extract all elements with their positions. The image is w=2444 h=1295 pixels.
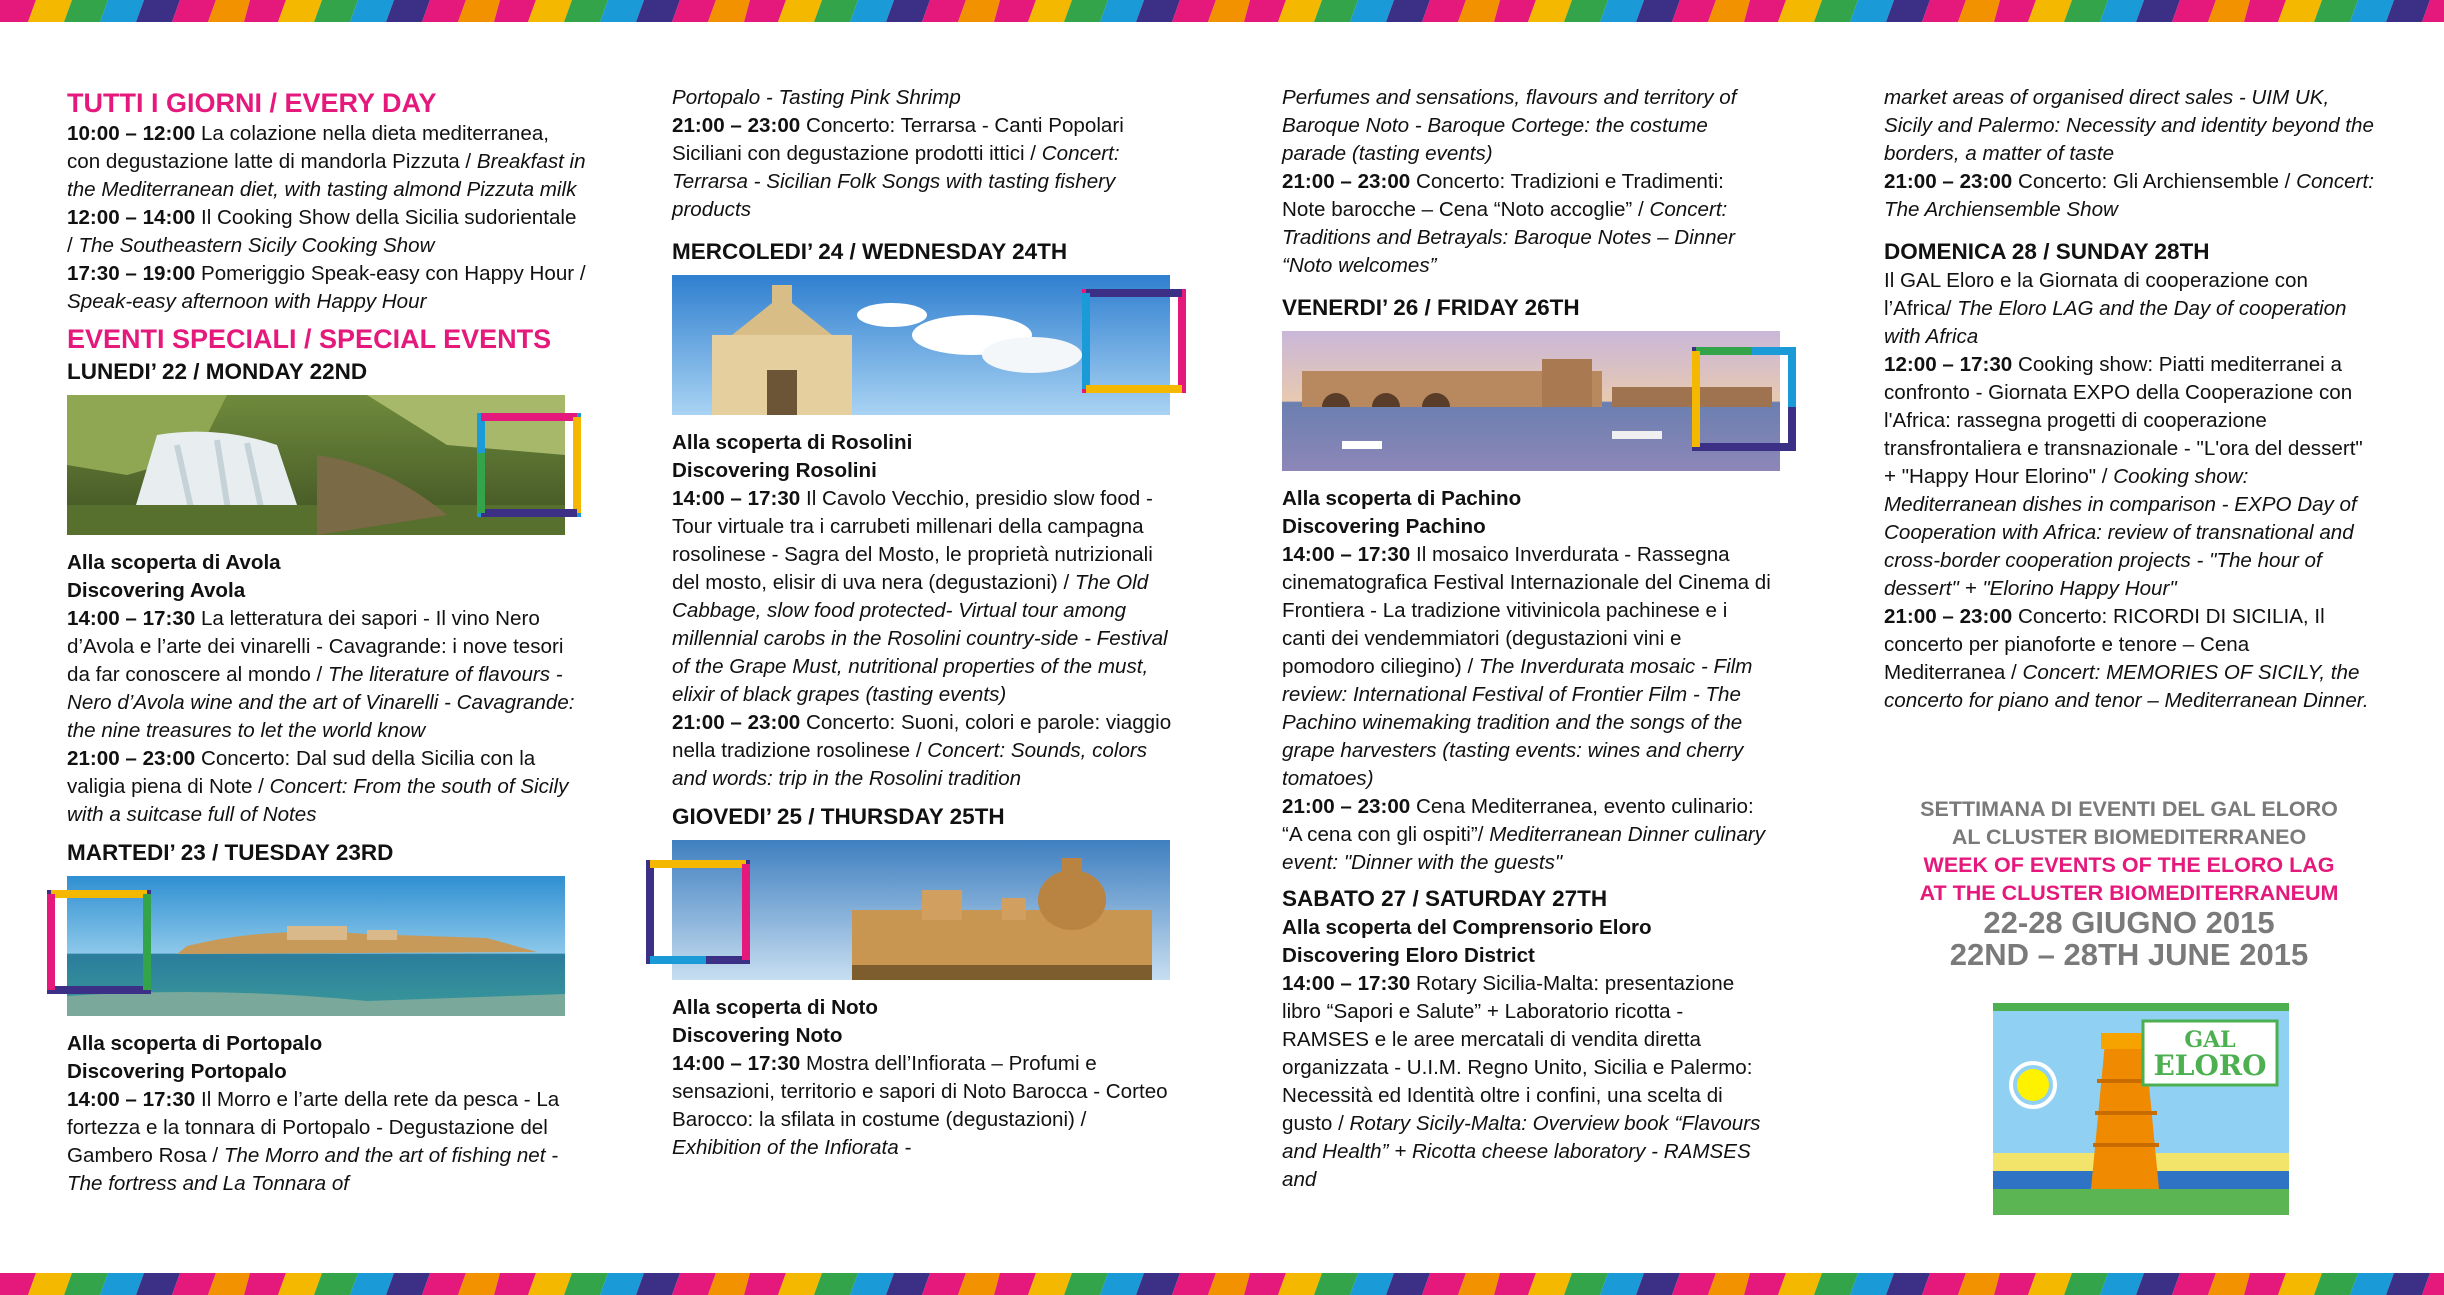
event-entry: 21:00 – 23:00 Concerto: Gli Archiensemble / Concert: The Archiensemble Show bbox=[1884, 170, 2374, 221]
event-entry: 10:00 – 12:00 La colazione nella dieta mediterranea, con degustazione latte di mandorla Pizzuta / Breakfast in the Mediterranean diet, with tasting almond Pizzuta milk bbox=[67, 122, 586, 201]
eloro-subtitle-it: Alla scoperta del Comprensorio Eloro bbox=[1282, 916, 1652, 939]
thursday-heading: GIOVEDI’ 25 / THURSDAY 25TH bbox=[672, 804, 1005, 829]
event-entry: 21:00 – 23:00 Cena Mediterranea, evento culinario: “A cena con gli ospiti”/ Mediterranean Dinner culinary event: "Dinner with the guests" bbox=[1282, 795, 1766, 874]
color-frame-icon bbox=[477, 413, 581, 517]
avola-subtitle-it: Alla scoperta di Avola bbox=[67, 551, 281, 574]
pachino-photo bbox=[1282, 331, 1772, 471]
event-entry: 14:00 – 17:30 Il Morro e l’arte della rete da pesca - La fortezza e la tonnara di Portopalo - Degustazione del Gambero Rosa / The Morro and the art of fishing net - The fortress and La Tonnara of bbox=[67, 1088, 560, 1195]
event-entry: 12:00 – 17:30 Cooking show: Piatti mediterranei a confronto - Giornata EXPO della Cooperazione con l'Africa: rassegna progetti di cooperazione transfrontaliera e transnazionale - "L'ora del dessert" + "Happy Hour Elorino" / Cooking show: Mediterranean dishes in comparison - EXPO Day of Cooperation with Africa: review of transnational and cross-border cooperation projects - "The hour of dessert" + "Elorino Happy Hour" bbox=[1884, 353, 2363, 600]
sunday-heading: DOMENICA 28 / SUNDAY 28TH bbox=[1884, 239, 2210, 264]
avola-photo bbox=[67, 395, 587, 535]
rosolini-subtitle-en: Discovering Rosolini bbox=[672, 459, 877, 482]
tuesday-heading: MARTEDI’ 23 / TUESDAY 23RD bbox=[67, 840, 394, 865]
event-entry: 14:00 – 17:30 Il mosaico Inverdurata - Rassegna cinematografica Festival Internazionale del Cinema di Frontiera - La tradizione vitivinicola pachinese e i canti dei vendemmiatori (degustazioni vini e pomodoro ciliegino) / The Inverdurata mosaic - Film review: International Festival of Frontier Film - The Pachino winemaking tradition and the songs of the grape harvesters (tasting events: wines and cherry tomatoes) bbox=[1282, 543, 1771, 790]
color-frame-icon bbox=[1082, 289, 1186, 393]
saturday-heading: SABATO 27 / SATURDAY 27TH bbox=[1282, 886, 1608, 911]
event-entry: 14:00 – 17:30 La letteratura dei sapori - Il vino Nero d’Avola e l’arte dei vinarelli - Cavagrande: i nove tesori da far conoscere al mondo / The literature of flavours - Nero d’Avola wine and the art of Vinarelli - Cavagrande: the nine treasures to let the world know bbox=[67, 607, 575, 742]
eloro-subtitle-en: Discovering Eloro District bbox=[1282, 944, 1535, 967]
event-entry: 21:00 – 23:00 Concerto: Dal sud della Sicilia con la valigia piena di Note / Concert: From the south of Sicily with a suitcase full of Notes bbox=[67, 747, 569, 826]
closing-line-en-1: WEEK OF EVENTS OF THE ELORO LAG bbox=[1923, 853, 2335, 877]
color-frame-icon bbox=[646, 860, 750, 964]
pachino-subtitle-it: Alla scoperta di Pachino bbox=[1282, 487, 1522, 510]
color-frame-icon bbox=[47, 890, 151, 994]
event-entry: 21:00 – 23:00 Concerto: Terrarsa - Canti Popolari Siciliani con degustazione prodotti ittici / Concert: Terrarsa - Sicilian Folk Songs with tasting fishery products bbox=[672, 114, 1124, 221]
date-range-it: 22-28 GIUGNO 2015 bbox=[1983, 905, 2275, 940]
gal-eloro-logo bbox=[1993, 1003, 2289, 1215]
event-entry: 21:00 – 23:00 Concerto: Tradizioni e Tradimenti: Note barocche – Cena “Noto accoglie” / Concert: Traditions and Betrayals: Baroque Notes – Dinner “Noto welcomes” bbox=[1282, 170, 1735, 277]
event-entry-continued: Portopalo - Tasting Pink Shrimp bbox=[672, 86, 961, 109]
closing-title-block bbox=[1884, 795, 2374, 971]
avola-subtitle-en: Discovering Avola bbox=[67, 579, 246, 602]
logo-eloro-text: ELORO bbox=[2153, 1049, 2267, 1082]
noto-subtitle-it: Alla scoperta di Noto bbox=[672, 996, 878, 1019]
pachino-subtitle-en: Discovering Pachino bbox=[1282, 515, 1486, 538]
event-entry: 14:00 – 17:30 Rotary Sicilia-Malta: presentazione libro “Sapori e Salute” + Laboratorio ricotta - RAMSES e le aree mercatali di vendita diretta organizzata - U.I.M. Regno Unito, Sicilia e Palermo: Necessità ed Identità oltre i confini, una scelta di gusto / Rotary Sicily-Malta: Overview book “Flavours and Health” + Ricotta cheese laboratory - RAMSES and bbox=[1282, 972, 1761, 1191]
friday-heading: VENERDI’ 26 / FRIDAY 26TH bbox=[1282, 295, 1580, 320]
rosolini-subtitle-it: Alla scoperta di Rosolini bbox=[672, 431, 913, 454]
logo-gal-text: GAL bbox=[2184, 1027, 2236, 1053]
event-entry-continued: market areas of organised direct sales - UIM UK, Sicily and Palermo: Necessity and identity beyond the borders, a matter of taste bbox=[1884, 86, 2374, 165]
event-entry: 14:00 – 17:30 Mostra dell’Infiorata – Profumi e sensazioni, territorio e sapori di Noto Barocca - Corteo Barocco: la sfilata in costume (degustazioni) / Exhibition of the Infiorata - bbox=[672, 1052, 1168, 1159]
event-entry: 17:30 – 19:00 Pomeriggio Speak-easy con Happy Hour / Speak-easy afternoon with Happy Hour bbox=[67, 262, 586, 313]
sunday-intro: Il GAL Eloro e la Giornata di cooperazione con l’Africa/ The Eloro LAG and the Day of cooperation with Africa bbox=[1884, 269, 2347, 348]
noto-subtitle-en: Discovering Noto bbox=[672, 1024, 843, 1047]
date-range-en: 22ND – 28TH JUNE 2015 bbox=[1949, 937, 2309, 972]
event-entry: 12:00 – 14:00 Il Cooking Show della Sicilia sudorientale / The Southeastern Sicily Cooking Show bbox=[67, 206, 577, 257]
every-day-heading: TUTTI I GIORNI / EVERY DAY bbox=[67, 88, 437, 118]
portopalo-subtitle-en: Discovering Portopalo bbox=[67, 1060, 287, 1083]
column-1 bbox=[67, 84, 587, 1198]
column-4 bbox=[1884, 84, 2374, 715]
closing-line-it-2: AL CLUSTER BIOMEDITERRANEO bbox=[1951, 825, 2307, 849]
event-entry: 21:00 – 23:00 Concerto: Suoni, colori e parole: viaggio nella tradizione rosolinese / Concert: Sounds, colors and words: trip in the Rosolini tradition bbox=[672, 711, 1172, 790]
event-entry: 14:00 – 17:30 Il Cavolo Vecchio, presidio slow food - Tour virtuale tra i carrubeti millenari della campagna rosolinese - Sagra del Mosto, le proprietà nutrizionali del mosto, elisir di uva nera (degustazioni) / The Old Cabbage, slow food protected- Virtual tour among millennial carobs in the Rosolini country-side - Festival of the Grape Must, nutritional properties of the must, elixir of black grapes (tasting events) bbox=[672, 487, 1168, 706]
portopalo-subtitle-it: Alla scoperta di Portopalo bbox=[67, 1032, 323, 1055]
event-entry: 21:00 – 23:00 Concerto: RICORDI DI SICILIA, Il concerto per pianoforte e tenore – Cena Mediterranea / Concert: MEMORIES OF SICILY, the concerto for piano and tenor – Mediterranean Dinner. bbox=[1884, 605, 2369, 712]
column-2 bbox=[672, 84, 1172, 1162]
bottom-color-stripe bbox=[0, 1273, 2444, 1295]
column-3 bbox=[1282, 84, 1772, 1194]
top-color-stripe bbox=[0, 0, 2444, 22]
portopalo-photo bbox=[67, 876, 587, 1016]
event-entry-continued: Perfumes and sensations, flavours and territory of Baroque Noto - Baroque Cortege: the costume parade (tasting events) bbox=[1282, 86, 1737, 165]
rosolini-photo bbox=[672, 275, 1172, 415]
closing-line-it-1: SETTIMANA DI EVENTI DEL GAL ELORO bbox=[1920, 797, 2338, 821]
special-events-heading: EVENTI SPECIALI / SPECIAL EVENTS bbox=[67, 324, 552, 354]
monday-heading: LUNEDI’ 22 / MONDAY 22ND bbox=[67, 359, 368, 384]
noto-photo bbox=[672, 840, 1172, 980]
color-frame-icon bbox=[1692, 347, 1796, 451]
wednesday-heading: MERCOLEDI’ 24 / WEDNESDAY 24TH bbox=[672, 239, 1068, 264]
closing-line-en-2: AT THE CLUSTER BIOMEDITERRANEUM bbox=[1919, 881, 2339, 905]
